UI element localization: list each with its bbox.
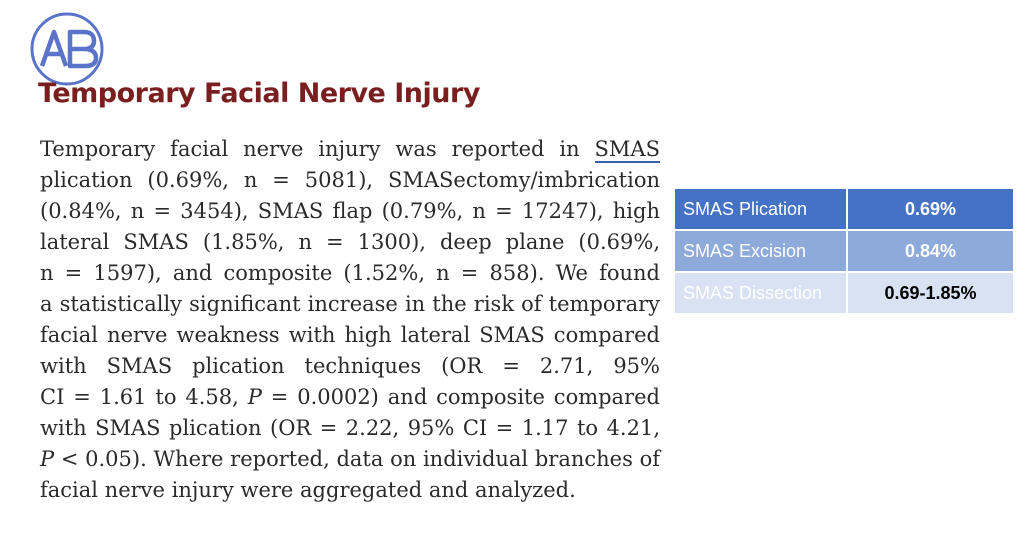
paragraph-line-2: plication (0.69%, n = 5081), SMASectomy/imbrication — [40, 168, 660, 192]
nerve-injury-rate-table — [673, 187, 1015, 315]
table-row — [674, 230, 1014, 272]
paragraph-line-5: n = 1597), and composite (1.52%, n = 858). We found — [40, 261, 660, 285]
ab-logo — [28, 10, 106, 88]
paragraph-line-6: a statistically significant increase in the risk of temporary — [40, 292, 660, 316]
paragraph-line-8: with SMAS plication techniques (OR = 2.71, 95% — [40, 354, 660, 378]
rate-cell: 0.84% — [847, 230, 1014, 272]
section-title: Temporary Facial Nerve Injury — [38, 78, 480, 109]
paragraph-line-11: P < 0.05). Where reported, data on individual branches of — [40, 447, 660, 471]
rate-cell: 0.69% — [847, 188, 1014, 230]
paragraph-line-1: Temporary facial nerve injury was reported in SMAS — [40, 137, 660, 161]
paragraph-line-10: with SMAS plication (OR = 2.22, 95% CI = 1.17 to 4.21, — [40, 416, 660, 440]
table-row — [674, 272, 1014, 314]
table-row — [674, 188, 1014, 230]
procedure-cell: SMAS Plication — [674, 188, 847, 230]
procedure-cell: SMAS Excision — [674, 230, 847, 272]
paragraph-line-12: facial nerve injury were aggregated and analyzed. — [40, 478, 576, 502]
body-paragraph — [40, 134, 660, 506]
paragraph-line-9: CI = 1.61 to 4.58, P = 0.0002) and composite compared — [40, 385, 660, 409]
paragraph-line-7: facial nerve weakness with high lateral SMAS compared — [40, 323, 660, 347]
ab-logo-mark — [28, 10, 106, 88]
paragraph-line-3: (0.84%, n = 3454), SMAS flap (0.79%, n = 17247), high — [40, 199, 660, 223]
paragraph-line-4: lateral SMAS (1.85%, n = 1300), deep plane (0.69%, — [40, 230, 660, 254]
rate-cell: 0.69-1.85% — [847, 272, 1014, 314]
procedure-cell: SMAS Dissection — [674, 272, 847, 314]
